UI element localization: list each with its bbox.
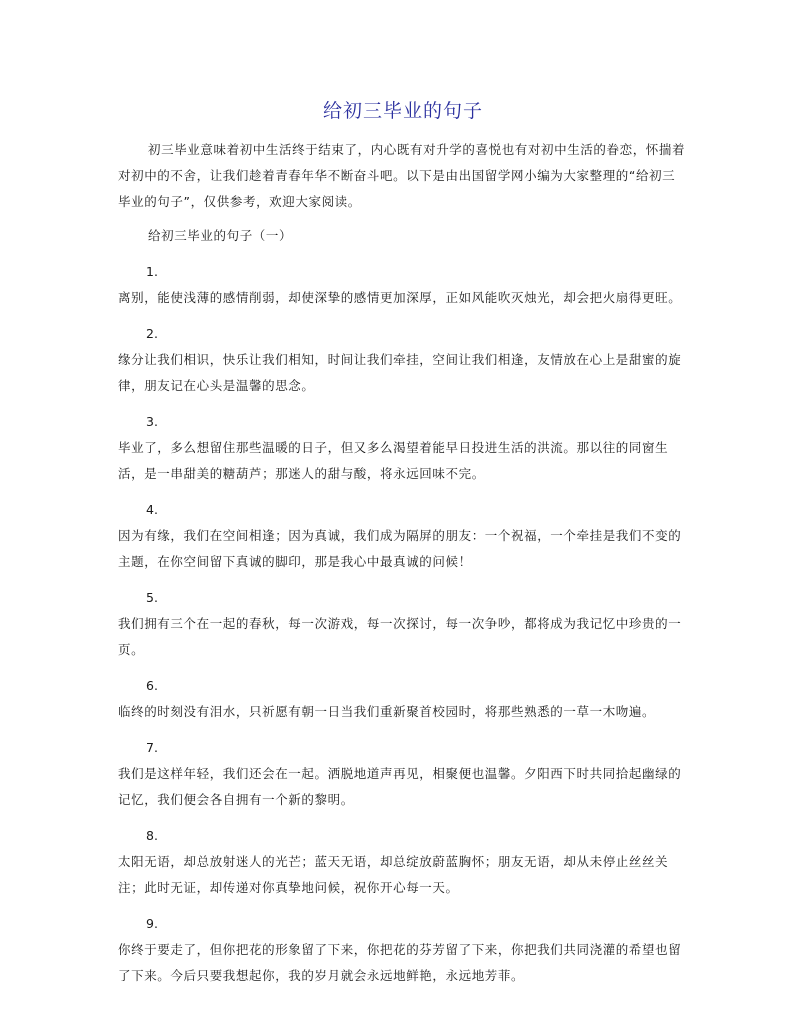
entry-text: 因为有缘，我们在空间相逢；因为真诚，我们成为隔屏的朋友：一个祝福，一个牵挂是我们不变的主题，在你空间留下真诚的脚印，那是我心中最真诚的问候！: [118, 528, 682, 569]
entry-number: 3.: [146, 414, 158, 429]
entry-text: 太阳无语，却总放射迷人的光芒；蓝天无语，却总绽放蔚蓝胸怀；朋友无语，却从未停止丝丝关注；此时无证，却传递对你真挚地问候，祝你开心每一天。: [118, 854, 669, 895]
list-item: [118, 259, 688, 311]
document-title: 给初三毕业的句子: [322, 100, 483, 122]
entry-list: [118, 259, 688, 989]
list-item: [118, 409, 688, 487]
entry-number: 6.: [146, 678, 158, 693]
entry-text: 缘分让我们相识，快乐让我们相知，时间让我们牵挂，空间让我们相逢，友情放在心上是甜蜜的旋律，朋友记在心头是温馨的思念。: [118, 352, 682, 393]
list-item: [118, 497, 688, 575]
entry-number: 2.: [146, 326, 158, 341]
intro-paragraph: 初三毕业意味着初中生活终于结束了，内心既有对升学的喜悦也有对初中生活的眷恋，怀揣着对初中的不舍，让我们趁着青春年华不断奋斗吧。以下是由出国留学网小编为大家整理的“给初三毕业的句子”，仅供参考，欢迎大家阅读。: [118, 142, 686, 209]
list-item: [118, 321, 688, 399]
list-item: [118, 673, 688, 725]
entry-number: 4.: [146, 502, 158, 517]
list-item: [118, 823, 688, 901]
list-item: [118, 735, 688, 813]
entry-number: 1.: [146, 264, 158, 279]
list-item: [118, 585, 688, 663]
section-heading: 给初三毕业的句子（一）: [148, 228, 293, 243]
entry-text: 临终的时刻没有泪水，只祈愿有朝一日当我们重新聚首校园时，将那些熟悉的一草一木吻遍。: [118, 704, 656, 719]
list-item: [118, 911, 688, 989]
entry-text: 毕业了，多么想留住那些温暖的日子，但又多么渴望着能早日投进生活的洪流。那以往的同窗生活，是一串甜美的糖葫芦；那迷人的甜与酸，将永远回味不完。: [118, 440, 669, 481]
entry-text: 我们是这样年轻，我们还会在一起。洒脱地道声再见，相聚便也温馨。夕阳西下时共同拾起幽绿的记忆，我们便会各自拥有一个新的黎明。: [118, 766, 682, 807]
entry-number: 7.: [146, 740, 158, 755]
entry-number: 8.: [146, 828, 158, 843]
entry-text: 你终于要走了，但你把花的形象留了下来，你把花的芬芳留了下来，你把我们共同浇灌的希望也留了下来。今后只要我想起你，我的岁月就会永远地鲜艳，永远地芳菲。: [118, 942, 682, 983]
entry-number: 9.: [146, 916, 158, 931]
entry-text: 离别，能使浅薄的感情削弱，却使深挚的感情更加深厚，正如风能吹灭烛光，却会把火扇得更旺。: [118, 290, 682, 305]
entry-text: 我们拥有三个在一起的春秋，每一次游戏，每一次探讨，每一次争吵，都将成为我记忆中珍贵的一页。: [118, 616, 682, 657]
entry-number: 5.: [146, 590, 158, 605]
